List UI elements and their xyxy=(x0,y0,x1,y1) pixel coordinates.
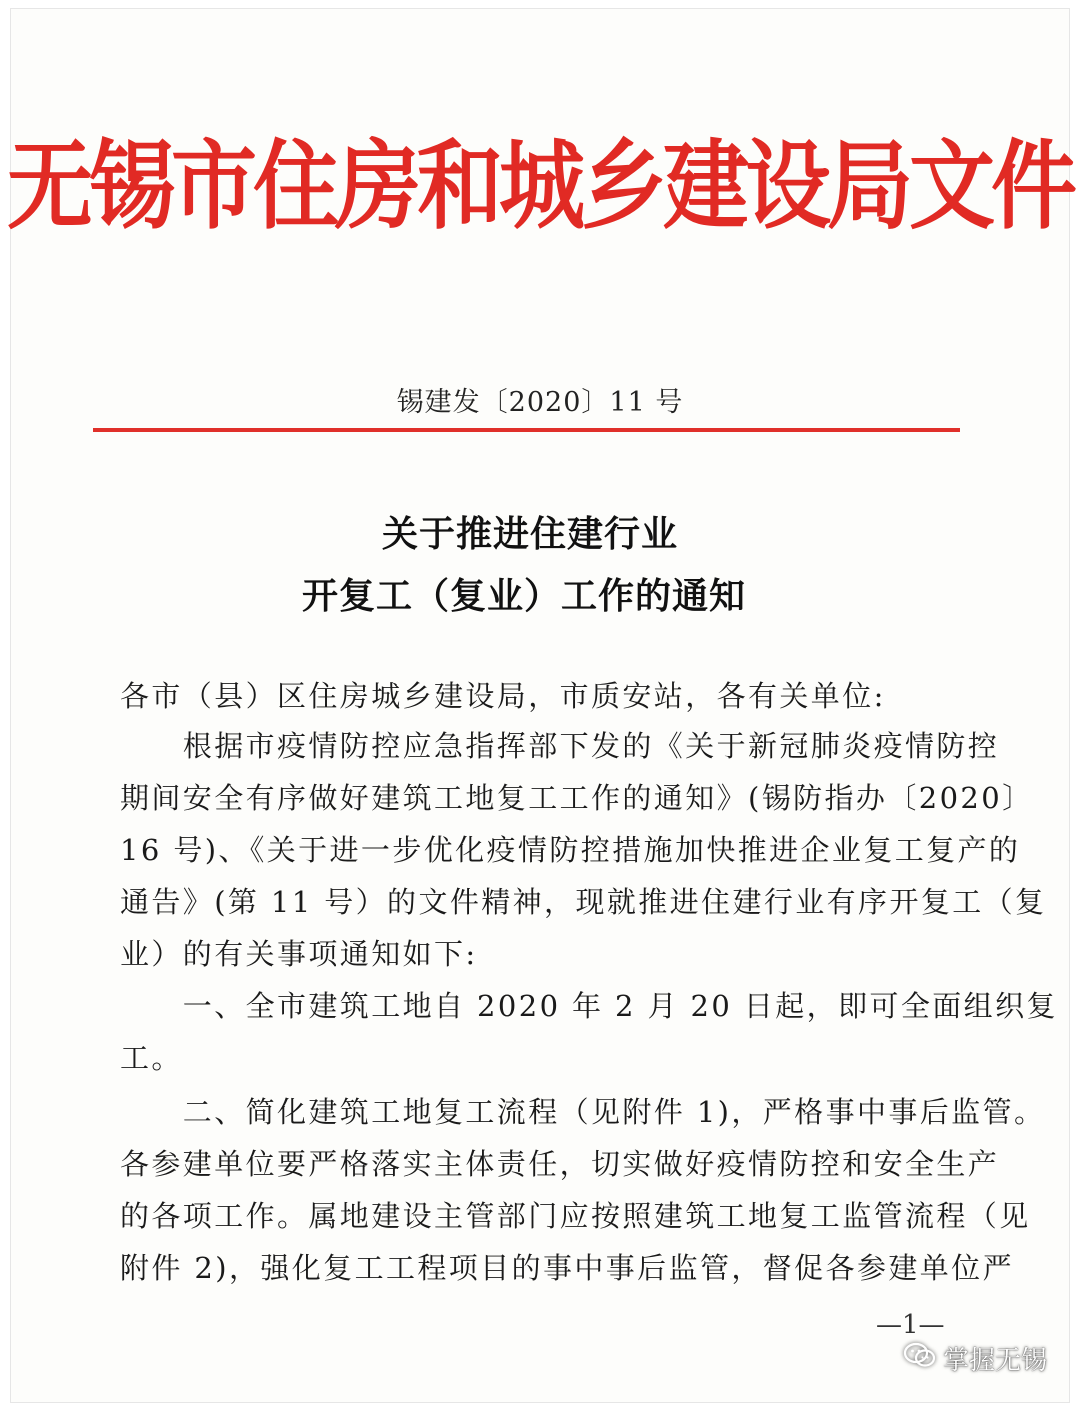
document-title-line-1: 关于推进住建行业 xyxy=(381,514,678,555)
document-title-line-2: 开复工（复业）工作的通知 xyxy=(301,576,746,617)
body-line: 附件 2)，强化复工工程项目的事中事后监管，督促各参建单位严 xyxy=(120,1251,1014,1285)
body-line: 16 号)、《关于进一步优化疫情防控措施加快推进企业复工复产的 xyxy=(120,833,1021,867)
wechat-icon xyxy=(903,1341,937,1376)
body-line: 期间安全有序做好建筑工地复工工作的通知》(锡防指办〔2020〕 xyxy=(120,781,1034,815)
body-line: 业）的有关事项通知如下: xyxy=(120,937,478,971)
body-line: 通告》(第 11 号）的文件精神，现就推进住建行业有序开复工（复 xyxy=(120,885,1047,919)
body-line: 二、简化建筑工地复工流程（见附件 1)，严格事中事后监管。 xyxy=(120,1095,1046,1129)
body-line: 工。 xyxy=(120,1041,183,1075)
body-line: 一、全市建筑工地自 2020 年 2 月 20 日起，即可全面组织复 xyxy=(120,989,1058,1023)
body-line-salutation: 各市（县）区住房城乡建设局，市质安站，各有关单位: xyxy=(120,679,886,713)
body-line: 根据市疫情防控应急指挥部下发的《关于新冠肺炎疫情防控 xyxy=(120,729,1000,763)
account-watermark xyxy=(903,1340,1047,1377)
document-masthead: 无锡市住房和城乡建设局文件 xyxy=(7,131,1073,243)
document-number: 锡建发〔2020〕11 号 xyxy=(396,387,684,418)
body-line: 各参建单位要严格落实主体责任，切实做好疫情防控和安全生产 xyxy=(120,1147,1000,1181)
watermark-text: 掌握无锡 xyxy=(943,1346,1048,1376)
page-number: —1— xyxy=(876,1310,945,1340)
body-line: 的各项工作。属地建设主管部门应按照建筑工地复工监管流程（见 xyxy=(120,1199,1031,1233)
red-divider-line xyxy=(93,428,960,432)
